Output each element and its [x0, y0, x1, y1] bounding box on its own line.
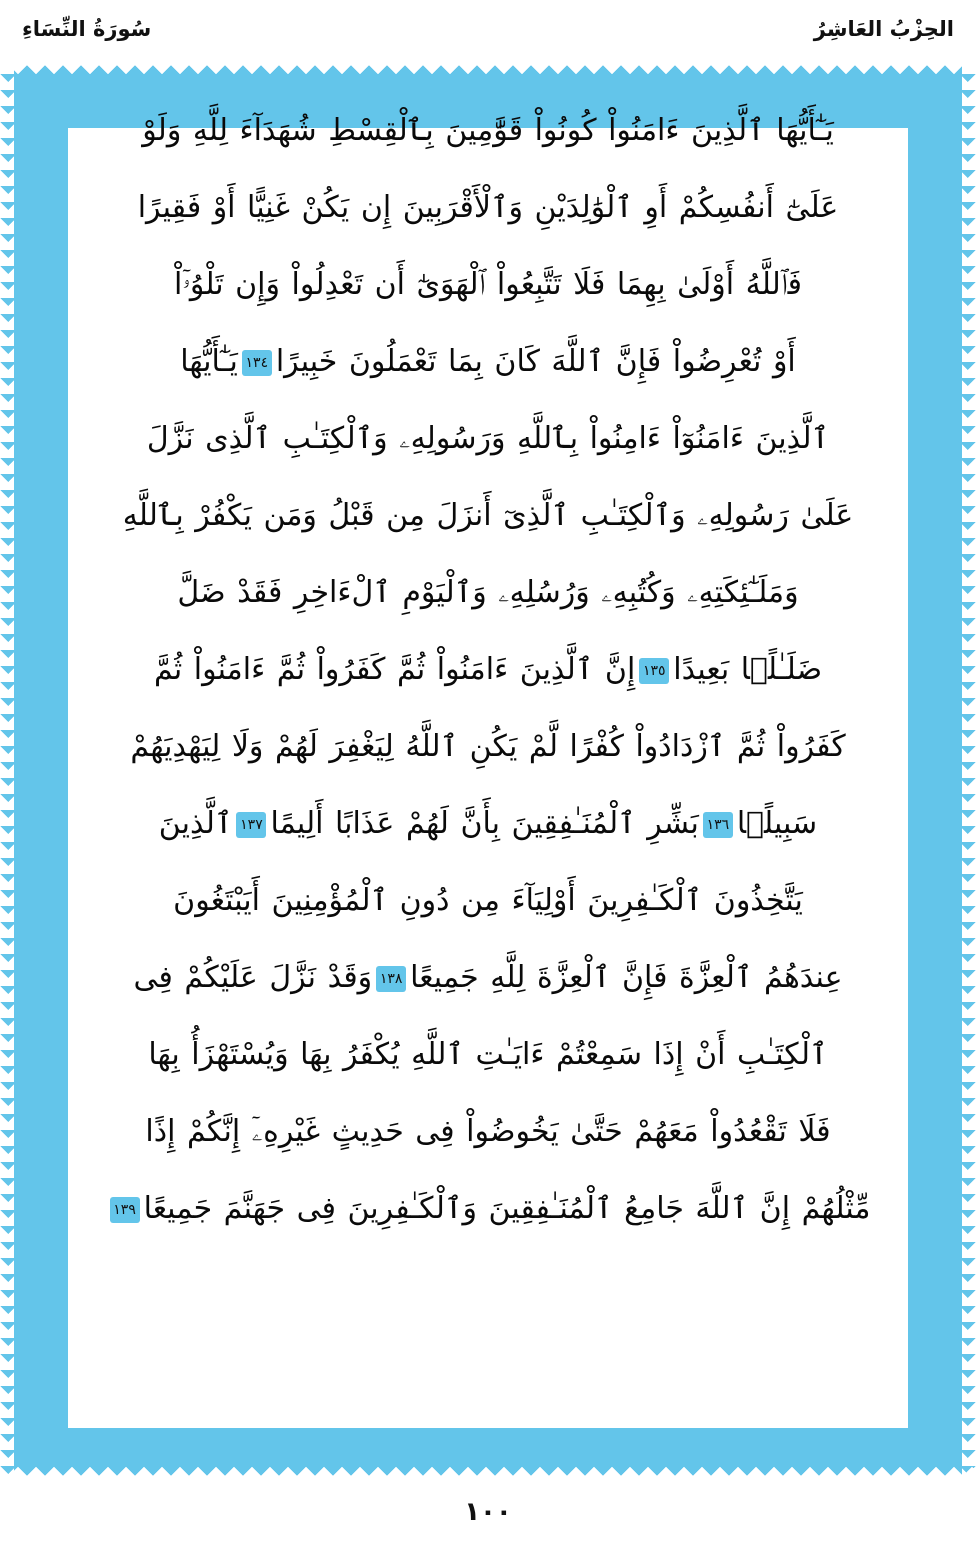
- ayah-line: [96, 862, 880, 939]
- ayah-text: مِّثْلُهُمْ إِنَّ ٱللَّهَ جَامِعُ ٱلْمُنَـٰفِقِينَ وَٱلْكَـٰفِرِينَ فِى جَهَنَّمَ جَمِيعًا: [143, 1191, 871, 1226]
- ayah-number-marker: ١٣٤: [242, 350, 272, 376]
- ayah-line: [96, 246, 880, 323]
- border-edge-left: [0, 58, 14, 1483]
- ayah-number-marker: ١٣٨: [376, 966, 406, 992]
- ayah-text: وَقَدْ نَزَّلَ عَلَيْكُمْ فِى: [133, 960, 373, 995]
- ayah-text: فَلَا تَقْعُدُواْ مَعَهُمْ حَتَّىٰ يَخُوضُواْ فِى حَدِيثٍ غَيْرِهِۦٓ إِنَّكُمْ إِذًا: [145, 1114, 831, 1149]
- ayah-line: [96, 477, 880, 554]
- ayah-text: يَـٰٓأَيُّهَا ٱلَّذِينَ ءَامَنُواْ كُونُواْ قَوَّٰمِينَ بِٱلْقِسْطِ شُهَدَآءَ لِلَّهِ وَلَوْ: [142, 113, 834, 148]
- ayah-text: ضَلَـٰلًۢا بَعِيدًا: [673, 652, 823, 687]
- ayah-text: عَلَىٰ رَسُولِهِۦ وَٱلْكِتَـٰبِ ٱلَّذِىٓ أَنزَلَ مِن قَبْلُ وَمَن يَكْفُرْ بِٱللَّهِ: [122, 498, 854, 533]
- ayah-text: إِنَّ ٱلَّذِينَ ءَامَنُواْ ثُمَّ كَفَرُواْ ثُمَّ ءَامَنُواْ ثُمَّ: [153, 652, 636, 687]
- ayah-text: عِندَهُمُ ٱلْعِزَّةَ فَإِنَّ ٱلْعِزَّةَ لِلَّهِ جَمِيعًا: [410, 960, 843, 995]
- ayah-text: يَـٰٓأَيُّهَا: [180, 344, 238, 379]
- page-header: [0, 0, 976, 58]
- ayah-number-marker: ١٣٦: [703, 812, 733, 838]
- ayah-text: بَشِّرِ ٱلْمُنَـٰفِقِينَ بِأَنَّ لَهُمْ عَذَابًا أَلِيمًا: [270, 806, 699, 841]
- ayah-line: [96, 400, 880, 477]
- ayah-text: ٱلَّذِينَ: [158, 806, 233, 841]
- ayah-text: ٱلَّذِينَ ءَامَنُوٓاْ ءَامِنُواْ بِٱللَّهِ وَرَسُولِهِۦ وَٱلْكِتَـٰبِ ٱلَّذِى نَزَّلَ: [146, 421, 830, 456]
- ayah-line: [96, 939, 880, 1016]
- ayah-text: أَوْ تُعْرِضُواْ فَإِنَّ ٱللَّهَ كَانَ بِمَا تَعْمَلُونَ خَبِيرًا: [275, 344, 796, 379]
- ayah-line: [96, 1016, 880, 1093]
- ayah-text: وَمَلَـٰٓئِكَتِهِۦ وَكُتُبِهِۦ وَرُسُلِهِۦ وَٱلْيَوْمِ ٱلْءَاخِرِ فَقَدْ ضَلَّ: [177, 575, 799, 610]
- page-footer: [0, 1497, 976, 1527]
- ayah-line: [96, 785, 880, 862]
- ayah-line: [96, 92, 880, 169]
- ayah-line: [96, 708, 880, 785]
- ayah-number-marker: ١٣٧: [236, 812, 266, 838]
- ayah-text: فَٱللَّهُ أَوْلَىٰ بِهِمَا فَلَا تَتَّبِعُواْ ٱلْهَوَىٰٓ أَن تَعْدِلُواْ وَإِن تَلْوُۥٓاْ: [173, 267, 803, 302]
- ayah-line: [96, 554, 880, 631]
- ayah-text: عَلَىٰٓ أَنفُسِكُمْ أَوِ ٱلْوَٰلِدَيْنِ وَٱلْأَقْرَبِينَ إِن يَكُنْ غَنِيًّا أَوْ فَقِيرًا: [137, 190, 839, 225]
- ayah-line: [96, 1093, 880, 1170]
- ayah-line: [96, 1170, 880, 1247]
- ayah-line: [96, 631, 880, 708]
- ayah-line: [96, 169, 880, 246]
- ayah-text: سَبِيلًۢا: [736, 806, 818, 841]
- ayah-text: كَفَرُواْ ثُمَّ ٱزْدَادُواْ كُفْرًا لَّمْ يَكُنِ ٱللَّهُ لِيَغْفِرَ لَهُمْ وَلَا لِيَهْدِيَهُمْ: [130, 729, 846, 764]
- surah-label: سُورَةُ النِّسَاءِ: [22, 17, 152, 41]
- ayah-text: يَتَّخِذُونَ ٱلْكَـٰفِرِينَ أَوْلِيَآءَ مِن دُونِ ٱلْمُؤْمِنِينَ أَيَبْتَغُونَ: [173, 883, 803, 918]
- ayah-text: ٱلْكِتَـٰبِ أَنْ إِذَا سَمِعْتُمْ ءَايَـٰتِ ٱللَّهِ يُكْفَرُ بِهَا وَيُسْتَهْزَأُ بِهَا: [148, 1037, 828, 1072]
- border-edge-right: [962, 58, 976, 1483]
- hizb-label: الحِزْبُ العَاشِرُ: [813, 17, 954, 41]
- ayah-number-marker: ١٣٩: [110, 1197, 140, 1223]
- page-number: ١٠٠: [464, 1497, 512, 1527]
- quran-text-body: [96, 92, 880, 1357]
- ayah-number-marker: ١٣٥: [639, 658, 669, 684]
- ayah-line: [96, 323, 880, 400]
